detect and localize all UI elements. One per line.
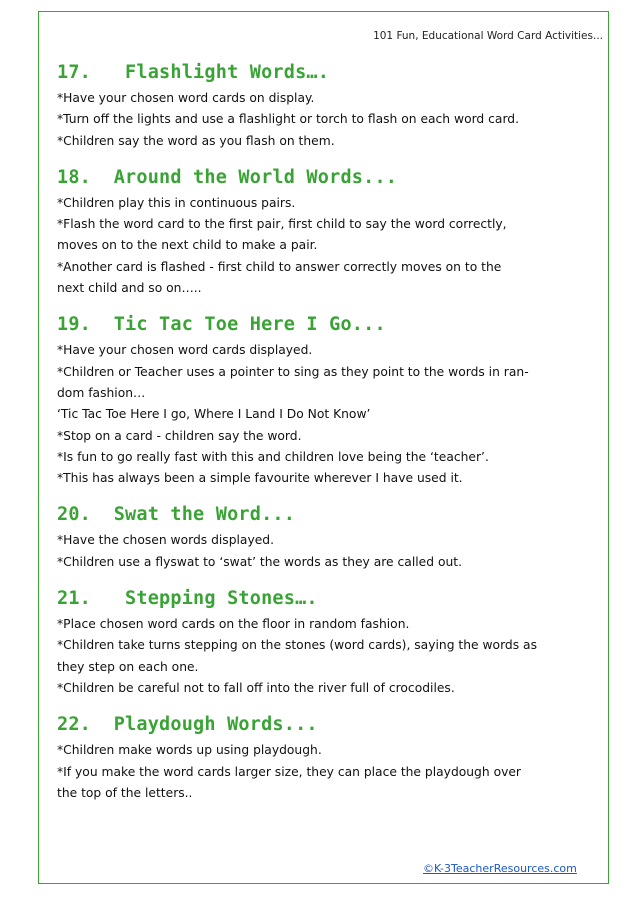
activity-line: *Children be careful not to fall off into the river full of crocodiles.	[57, 680, 455, 695]
activity-line: *Have your chosen word cards displayed.	[57, 343, 313, 358]
activity-title: 20. Swat the Word...	[57, 504, 296, 526]
activity-section	[57, 504, 603, 573]
activity-line: *Children or Teacher uses a pointer to sing as they point to the words in ran-	[57, 364, 529, 379]
activity-line: *Children take turns stepping on the stones (word cards), saying the words as	[57, 638, 537, 653]
activity-line: *Another card is flashed - first child to answer correctly moves on to the	[57, 259, 502, 274]
copyright-link[interactable]: ©K-3TeacherResources.com	[423, 862, 577, 875]
activity-section	[57, 167, 603, 299]
activity-line: they step on each one.	[57, 659, 199, 674]
activity-title: 17. Flashlight Words….	[57, 62, 330, 83]
activity-line: next child and so on…..	[57, 281, 202, 296]
activity-line: *Children make words up using playdough.	[57, 743, 322, 758]
activity-line: the top of the letters..	[57, 785, 193, 800]
activity-line: *Have the chosen words displayed.	[57, 533, 275, 548]
activity-title: 19. Tic Tac Toe Here I Go...	[57, 314, 386, 336]
activity-section	[57, 588, 603, 699]
activity-line: moves on to the next child to make a pair.	[57, 238, 318, 253]
activity-line: *Children play this in continuous pairs.	[57, 195, 296, 210]
activity-line: *Flash the word card to the first pair, first child to say the word correctly,	[57, 217, 507, 232]
activity-line: ‘Tic Tac Toe Here I go, Where I Land I Do Not Know’	[57, 407, 371, 422]
activity-line: *This has always been a simple favourite wherever I have used it.	[57, 471, 463, 486]
activity-line: *Children use a flyswat to ‘swat’ the words as they are called out.	[57, 554, 462, 569]
activity-title: 21. Stepping Stones….	[57, 588, 318, 610]
activity-line: *Stop on a card - children say the word.	[57, 428, 302, 443]
document-body	[57, 62, 603, 819]
activity-line: *If you make the word cards larger size, they can place the playdough over	[57, 764, 521, 779]
activity-line: dom fashion…	[57, 385, 146, 400]
activity-title: 18. Around the World Words...	[57, 166, 398, 188]
activity-line: *Turn off the lights and use a flashlight or torch to flash on each word card.	[57, 112, 519, 127]
page-header: 101 Fun, Educational Word Card Activities...	[373, 30, 603, 42]
activity-section	[57, 714, 603, 804]
activity-section	[57, 314, 603, 489]
activity-line: *Is fun to go really fast with this and children love being the ‘teacher’.	[57, 449, 489, 464]
activity-line: *Place chosen word cards on the floor in random fashion.	[57, 617, 410, 632]
activity-line: *Children say the word as you flash on them.	[57, 133, 335, 148]
activity-line: *Have your chosen word cards on display.	[57, 91, 315, 105]
activity-title: 22. Playdough Words...	[57, 714, 318, 736]
activity-section	[57, 62, 603, 152]
